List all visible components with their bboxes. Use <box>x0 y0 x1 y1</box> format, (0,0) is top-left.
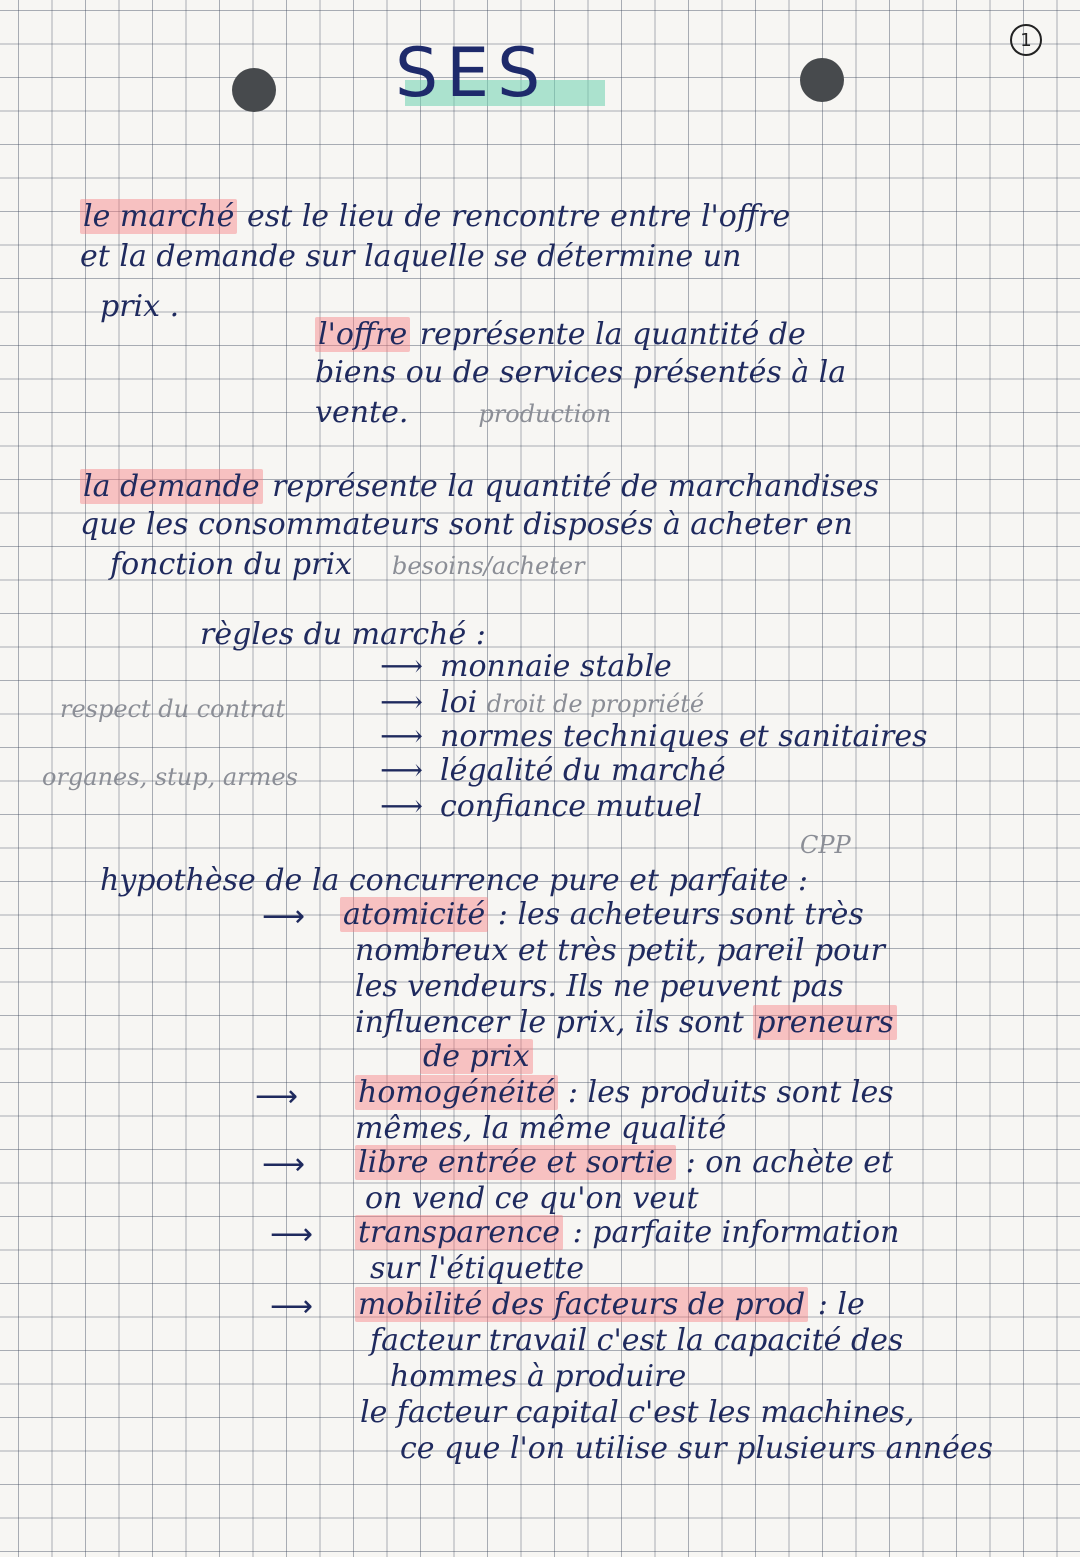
term-de-prix: de prix <box>420 1039 533 1074</box>
def-marche-line1: le marché est le lieu de rencontre entre l'offre <box>80 200 790 234</box>
transparence-line2: sur l'étiquette <box>370 1251 584 1286</box>
note-besoins: besoins/acheter <box>391 552 585 580</box>
def-marche-line2: et la demande sur laquelle se détermine un <box>80 239 742 274</box>
arrow-icon: ⟶ <box>262 899 306 934</box>
def-demande-line2: que les consommateurs sont disposés à acheter en <box>80 507 853 542</box>
arrow-icon: ⟶ <box>380 649 424 684</box>
libre-line1: libre entrée et sortie : on achète et <box>355 1146 893 1180</box>
page-number: 1 <box>1010 24 1042 56</box>
arrow-icon: ⟶ <box>270 1217 314 1252</box>
def-offre-line1: l'offre représente la quantité de <box>315 318 806 352</box>
term-atomicite: atomicité <box>340 897 488 932</box>
homogeneite-line1: homogénéité : les produits sont les <box>355 1076 894 1110</box>
atomicite-line1: atomicité : les acheteurs sont très <box>340 898 864 932</box>
def-offre-line2: biens ou de services présentés à la <box>315 355 847 390</box>
arrow-icon: ⟶ <box>255 1079 299 1114</box>
regle-item-4: ⟶ légalité du marché <box>380 753 726 788</box>
def-demande-line1: la demande représente la quantité de marchandises <box>80 470 879 504</box>
arrow-icon: ⟶ <box>380 685 424 720</box>
mobilite-line1: mobilité des facteurs de prod : le <box>355 1288 865 1322</box>
atomicite-line3: les vendeurs. Ils ne peuvent pas <box>355 969 844 1004</box>
libre-line2: on vend ce qu'on veut <box>365 1181 699 1216</box>
hypotheses-heading: hypothèse de la concurrence pure et parfaite : <box>100 863 808 898</box>
term-marche: le marché <box>80 199 237 234</box>
mobilite-line3: hommes à produire <box>390 1359 687 1394</box>
note-cpp: CPP <box>800 831 851 859</box>
arrow-icon: ⟶ <box>380 789 424 824</box>
atomicite-line4: influencer le prix, ils sont preneurs <box>355 1006 897 1040</box>
regles-heading: règles du marché : <box>200 617 486 652</box>
term-preneurs: preneurs <box>753 1005 896 1040</box>
term-transparence: transparence <box>355 1215 563 1250</box>
note-respect-contrat: respect du contrat <box>60 695 286 723</box>
def-demande-line3: fonction du prix besoins/acheter <box>110 547 585 582</box>
mobilite-line5: ce que l'on utilise sur plusieurs années <box>400 1431 993 1466</box>
arrow-icon: ⟶ <box>262 1147 306 1182</box>
binder-hole-right <box>800 58 844 102</box>
term-offre: l'offre <box>315 317 410 352</box>
homogeneite-line2: mêmes, la même qualité <box>355 1111 727 1146</box>
term-libre-entree: libre entrée et sortie <box>355 1145 676 1180</box>
def-marche-line3: prix . <box>100 289 180 324</box>
regle-item-5: ⟶ confiance mutuel <box>380 789 702 824</box>
arrow-icon: ⟶ <box>380 719 424 754</box>
def-offre-line3: vente. production <box>315 395 612 430</box>
term-mobilite: mobilité des facteurs de prod <box>355 1287 808 1322</box>
binder-hole-left <box>232 68 276 112</box>
page-title: SES <box>395 34 549 113</box>
regle-item-2: ⟶ loi droit de propriété <box>380 685 705 720</box>
note-organes: organes, stup, armes <box>42 763 298 791</box>
transparence-line1: transparence : parfaite information <box>355 1216 899 1250</box>
regle-item-3: ⟶ normes techniques et sanitaires <box>380 719 928 754</box>
term-demande: la demande <box>80 469 263 504</box>
atomicite-line2: nombreux et très petit, pareil pour <box>355 933 885 968</box>
note-production: production <box>478 400 612 428</box>
term-homogeneite: homogénéité <box>355 1075 558 1110</box>
atomicite-line5 <box>420 1040 533 1074</box>
arrow-icon: ⟶ <box>270 1289 314 1324</box>
mobilite-line2: facteur travail c'est la capacité des <box>370 1323 904 1358</box>
regle-item-1: ⟶ monnaie stable <box>380 649 672 684</box>
mobilite-line4: le facteur capital c'est les machines, <box>360 1395 915 1430</box>
arrow-icon: ⟶ <box>380 753 424 788</box>
